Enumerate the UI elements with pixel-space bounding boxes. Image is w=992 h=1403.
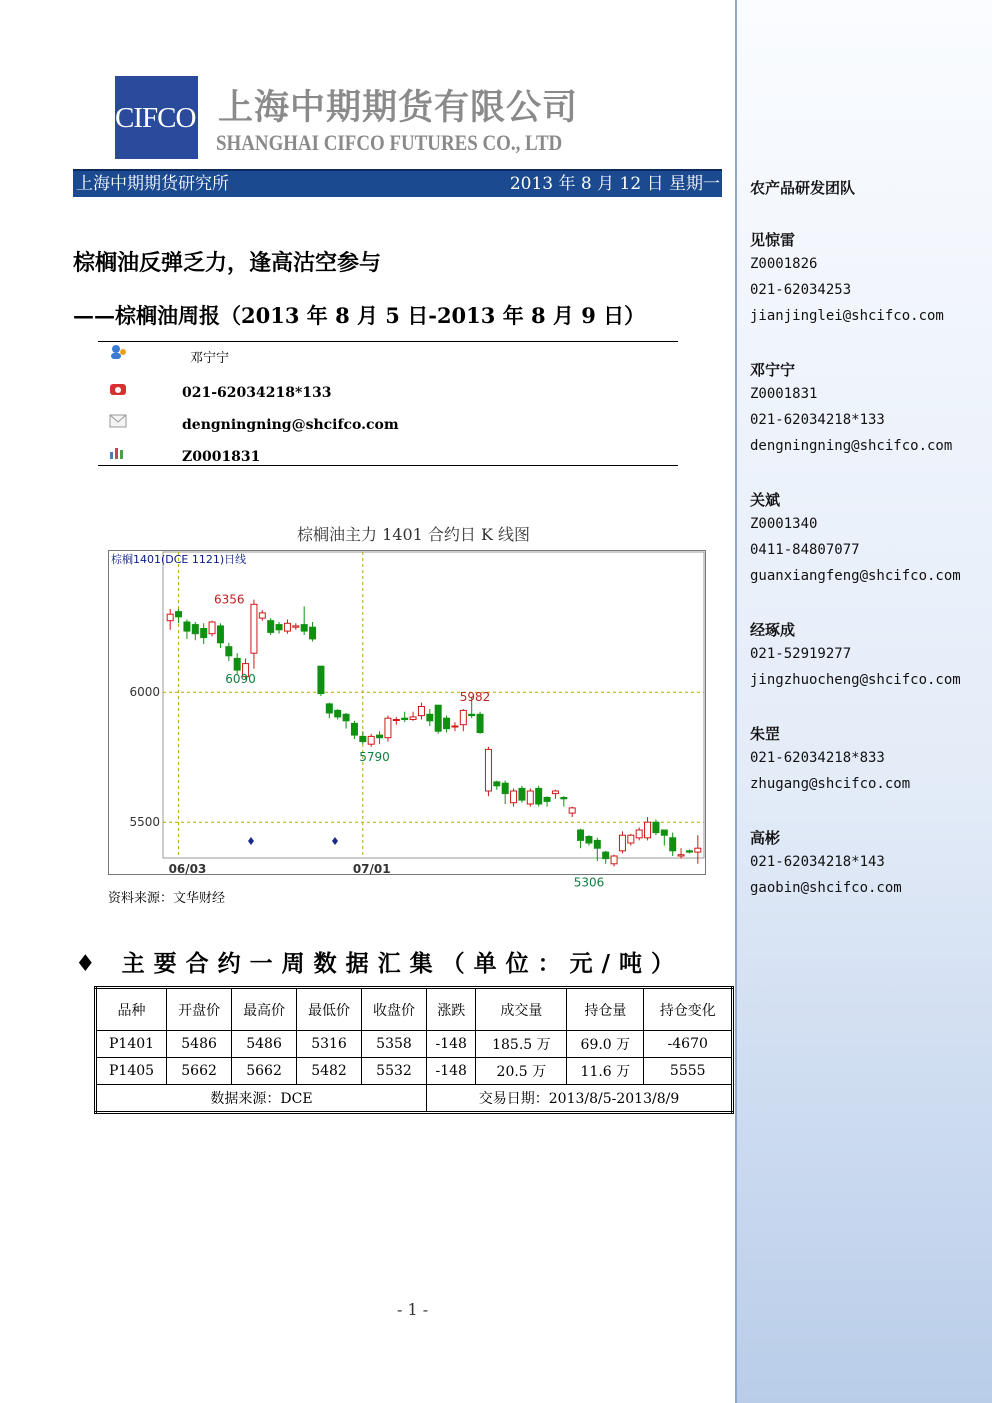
candle-body <box>653 822 659 832</box>
candle-body <box>335 710 341 717</box>
author-top-rule <box>98 341 678 342</box>
candle-body <box>167 614 173 621</box>
member-email: dengningning@shcifco.com <box>750 438 953 454</box>
candle-body <box>360 736 366 741</box>
company-name-cn: 上海中期期货有限公司 <box>218 88 579 128</box>
table-header-cell: 开盘价 <box>167 988 232 1031</box>
y-tick-label: 5500 <box>129 815 160 830</box>
member-email: jianjinglei@shcifco.com <box>750 308 944 324</box>
table-cell: 5662 <box>167 1058 232 1085</box>
candle-body <box>477 714 483 732</box>
member-license: Z0001826 <box>750 256 818 272</box>
table-header-cell: 持仓变化 <box>644 988 733 1031</box>
table-header-row <box>96 988 733 1031</box>
chart-header-label: 棕榈1401(DCE 1121)日线 <box>111 553 247 566</box>
table-header-cell: 成交量 <box>476 988 567 1031</box>
weekly-data-table <box>94 986 734 1114</box>
member-name: 朱罡 <box>750 725 781 743</box>
candle-body <box>636 830 642 838</box>
candle-body <box>402 718 408 719</box>
author-bottom-rule <box>98 465 678 466</box>
x-tick-label: 07/01 <box>352 862 391 876</box>
candle-body <box>326 704 332 713</box>
candle-body <box>192 625 198 634</box>
candle-body <box>678 855 684 856</box>
member-name: 邓宁宁 <box>750 361 796 379</box>
member-phone: 021-62034253 <box>750 282 852 298</box>
kline-chart <box>108 550 706 890</box>
candle-body <box>201 629 207 638</box>
candle-body <box>217 626 223 643</box>
candle-body <box>351 723 357 735</box>
member-name: 经琢成 <box>750 621 796 639</box>
banner-institute: 上海中期期货研究所 <box>76 174 229 194</box>
table-header-cell: 最低价 <box>297 988 362 1031</box>
table-cell: 5532 <box>362 1058 427 1085</box>
price-annotation: 5306 <box>573 875 605 890</box>
member-phone: 021-52919277 <box>750 646 852 662</box>
chart-frame <box>109 551 706 875</box>
page-number: - 1 - <box>397 1300 429 1319</box>
candle-body <box>485 749 491 791</box>
member-phone: 021-62034218*143 <box>750 854 885 870</box>
candle-body <box>527 791 533 804</box>
team-sidebar <box>735 0 992 1403</box>
candle-body <box>460 710 466 724</box>
candle-body <box>176 612 182 617</box>
table-cell: -4670 <box>644 1031 733 1058</box>
table-header-cell: 持仓量 <box>567 988 644 1031</box>
author-name: 邓宁宁 <box>190 351 230 366</box>
table-cell: 5486 <box>232 1031 297 1058</box>
table-cell: 20.5 万 <box>476 1058 567 1085</box>
candle-body <box>318 666 324 693</box>
candle-body <box>519 788 525 800</box>
candle-body <box>511 791 517 803</box>
price-annotation: 6090 <box>225 671 256 686</box>
table-cell: 5316 <box>297 1031 362 1058</box>
chart-caption: 棕榈油主力 1401 合约日 K 线图 <box>297 525 531 544</box>
email-icon <box>108 413 128 429</box>
member-phone: 021-62034218*833 <box>750 750 885 766</box>
candle-body <box>310 627 316 639</box>
member-email: guanxiangfeng@shcifco.com <box>750 568 961 584</box>
candle-body <box>695 848 701 852</box>
candle-body <box>435 705 441 731</box>
diamond-bullet-icon: ♦ <box>75 950 105 977</box>
member-phone: 0411-84807077 <box>750 542 860 558</box>
candle-body <box>594 840 600 848</box>
member-email: zhugang@shcifco.com <box>750 776 911 792</box>
candle-body <box>368 736 374 744</box>
table-cell: 5555 <box>644 1058 733 1085</box>
price-annotation: 5982 <box>459 689 491 704</box>
table-header-cell: 收盘价 <box>362 988 427 1031</box>
candle-body <box>578 830 584 840</box>
candle-body <box>393 720 399 721</box>
report-title: 棕榈油反弹乏力，逢高沽空参与 <box>73 250 382 276</box>
table-cell: 69.0 万 <box>567 1031 644 1058</box>
table-cell: 5486 <box>167 1031 232 1058</box>
person-icon <box>108 344 128 360</box>
author-email: dengningning@shcifco.com <box>182 417 399 433</box>
member-name: 关斌 <box>750 491 781 509</box>
candle-body <box>234 658 240 670</box>
candle-body <box>603 852 609 859</box>
candle-body <box>494 782 500 786</box>
table-cell: 185.5 万 <box>476 1031 567 1058</box>
banner-date: 2013 年 8 月 12 日 星期一 <box>509 174 720 194</box>
candle-body <box>686 851 692 852</box>
member-license: Z0001831 <box>750 386 818 402</box>
member-name: 见惊雷 <box>750 231 796 249</box>
candle-body <box>184 622 190 631</box>
candle-body <box>619 835 625 851</box>
price-annotation: 5790 <box>359 749 390 764</box>
candle-body <box>469 714 475 715</box>
member-email: jingzhuocheng@shcifco.com <box>750 672 961 688</box>
candle-body <box>385 718 391 738</box>
phone-icon <box>108 381 128 397</box>
y-tick-label: 6000 <box>129 685 160 700</box>
candle-body <box>536 788 542 804</box>
candle-body <box>611 856 617 864</box>
candle-body <box>226 647 232 656</box>
member-email: gaobin@shcifco.com <box>750 880 902 896</box>
table-cell: 5662 <box>232 1058 297 1085</box>
candle-body <box>544 798 550 802</box>
candle-body <box>293 626 299 627</box>
candle-body <box>427 714 433 721</box>
table-cell: P1405 <box>96 1058 167 1085</box>
candle-body <box>502 783 508 793</box>
section-title <box>75 945 683 978</box>
candle-body <box>569 808 575 813</box>
candle-body <box>343 714 349 721</box>
table-cell: 5358 <box>362 1031 427 1058</box>
header-banner <box>73 169 722 197</box>
table-header-cell: 品种 <box>96 988 167 1031</box>
report-subtitle: ——棕榈油周报（2013 年 8 月 5 日-2013 年 8 月 9 日） <box>73 303 646 328</box>
section-title-text: 主要合约一周数据汇集（单位：元/吨） <box>121 950 684 977</box>
candle-body <box>452 726 458 727</box>
candle-body <box>268 621 274 633</box>
member-phone: 021-62034218*133 <box>750 412 885 428</box>
table-footer-source: 数据来源：DCE <box>96 1085 427 1113</box>
table-header-cell: 最高价 <box>232 988 297 1031</box>
candle-body <box>444 718 450 728</box>
candle-body <box>661 830 667 835</box>
candle-body <box>410 717 416 720</box>
candle-body <box>586 837 592 844</box>
bar-chart-icon <box>108 444 128 460</box>
member-name: 高彬 <box>750 829 781 847</box>
candle-body <box>628 835 634 843</box>
candle-body <box>301 625 307 632</box>
table-cell: P1401 <box>96 1031 167 1058</box>
candle-body <box>670 838 676 851</box>
table-footer-row <box>96 1085 733 1113</box>
table-header-cell: 涨跌 <box>426 988 475 1031</box>
cifco-logo <box>115 76 198 159</box>
company-name-en: SHANGHAI CIFCO FUTURES CO., LTD <box>216 130 563 155</box>
candle-body <box>284 623 290 631</box>
table-cell: 5482 <box>297 1058 362 1085</box>
price-annotation: 6356 <box>213 592 245 607</box>
chart-source: 资料来源：文华财经 <box>108 891 226 906</box>
table-cell: -148 <box>426 1058 475 1085</box>
candle-body <box>552 791 558 794</box>
table-row <box>96 1058 733 1085</box>
candle-body <box>251 604 257 653</box>
candle-body <box>561 798 567 799</box>
table-footer-dates: 交易日期：2013/8/5-2013/8/9 <box>426 1085 732 1113</box>
author-license: Z0001831 <box>182 449 261 465</box>
candle-body <box>259 613 265 618</box>
candle-body <box>418 707 424 716</box>
table-cell: 11.6 万 <box>567 1058 644 1085</box>
author-phone: 021-62034218*133 <box>182 385 332 401</box>
candle-body <box>276 625 282 630</box>
candle-body <box>377 735 383 738</box>
candle-body <box>645 822 651 838</box>
table-row <box>96 1031 733 1058</box>
team-title: 农产品研发团队 <box>750 179 856 197</box>
logo-text: CIFCO <box>115 102 196 134</box>
table-cell: -148 <box>426 1031 475 1058</box>
member-license: Z0001340 <box>750 516 818 532</box>
x-tick-label: 06/03 <box>168 862 207 876</box>
candle-body <box>209 622 215 634</box>
